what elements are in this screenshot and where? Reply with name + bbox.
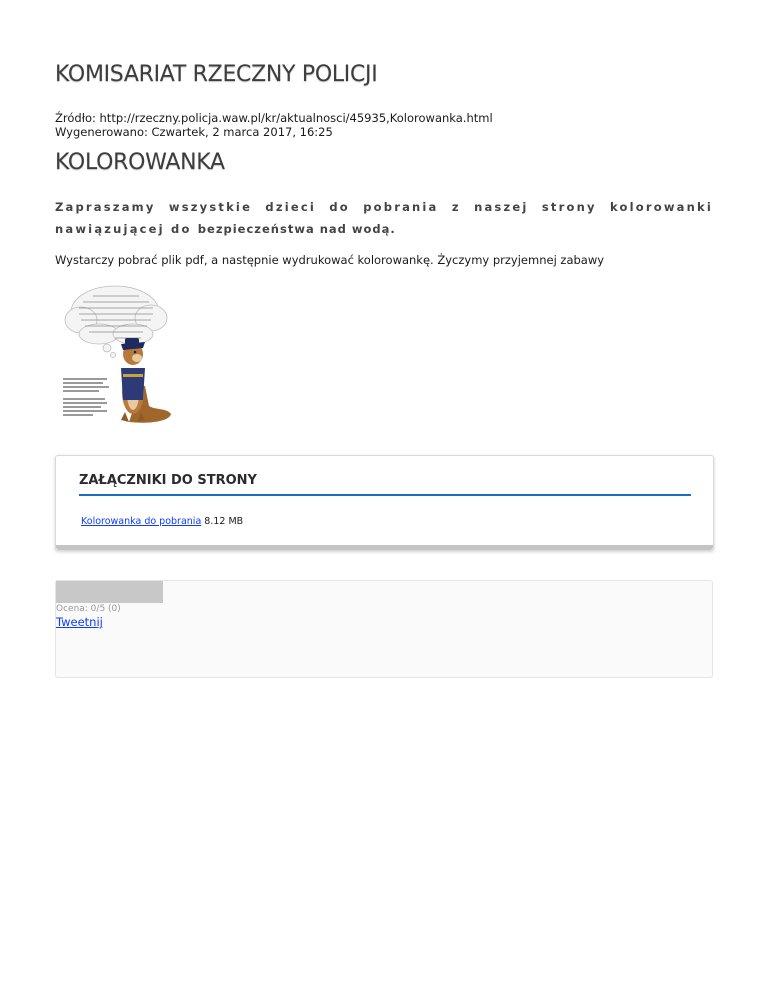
lead-text: Zapraszamy wszystkie dzieci do pobrania z naszej strony kolorowanki nawiązującej do bbox=[55, 200, 713, 236]
attachment-download-link[interactable]: Kolorowanka do pobrania bbox=[81, 516, 202, 527]
attachments-footer-shade bbox=[56, 545, 713, 550]
rating-stars-bar[interactable] bbox=[56, 581, 163, 603]
lead-text-tail: bezpieczeństwa nad wodą. bbox=[197, 222, 396, 236]
attachment-item bbox=[81, 516, 243, 527]
attachments-panel bbox=[55, 455, 714, 551]
attachment-size: 8.12 MB bbox=[204, 516, 244, 527]
article-body: Wystarczy pobrać plik pdf, a następnie wydrukować kolorowankę. Życzymy przyjemnej zabawy bbox=[55, 253, 605, 267]
article-title: KOLOROWANKA bbox=[55, 150, 225, 175]
attachments-divider bbox=[79, 494, 691, 496]
meta-info bbox=[55, 111, 493, 139]
rating-panel bbox=[55, 580, 713, 678]
attachments-title: ZAŁĄCZNIKI DO STRONY bbox=[79, 473, 257, 488]
otter-illustration bbox=[59, 282, 177, 428]
tweet-link[interactable]: Tweetnij bbox=[56, 615, 103, 629]
source-line: Źródło: http://rzeczny.policja.waw.pl/kr/aktualnosci/45935,Kolorowanka.html bbox=[55, 111, 493, 125]
rating-text: Ocena: 0/5 (0) bbox=[56, 604, 121, 614]
coloring-page-thumbnail[interactable] bbox=[59, 282, 177, 428]
generated-line: Wygenerowano: Czwartek, 2 marca 2017, 16:25 bbox=[55, 125, 333, 139]
site-title: KOMISARIAT RZECZNY POLICJI bbox=[55, 62, 378, 87]
article-lead bbox=[55, 196, 713, 240]
